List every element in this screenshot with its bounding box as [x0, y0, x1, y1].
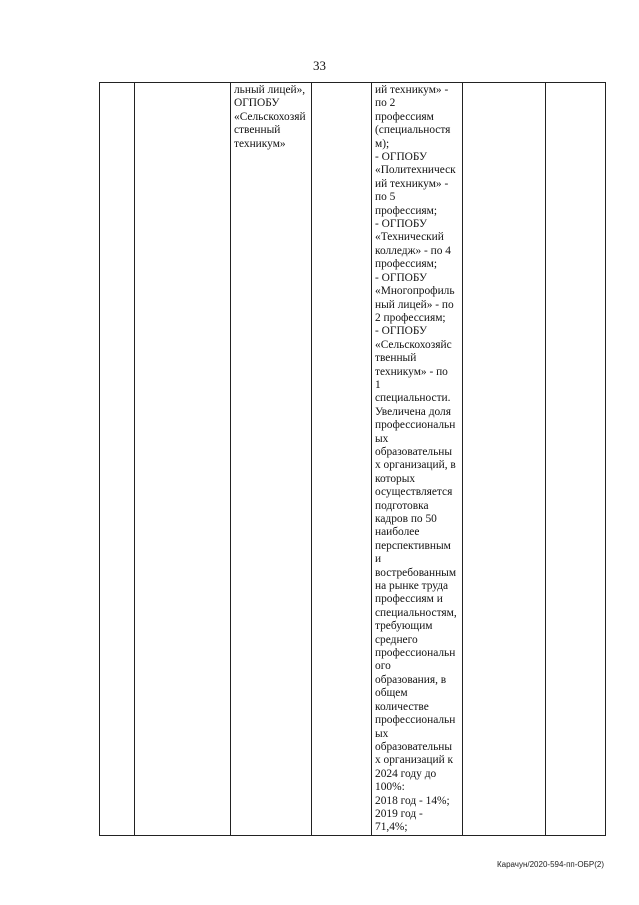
- table-row: [100, 83, 606, 836]
- table-cell-1: [100, 83, 135, 836]
- table-cell-5: [372, 83, 463, 836]
- table-cell-6: [463, 83, 546, 836]
- continuation-table: [99, 82, 606, 836]
- table-cell-4: [312, 83, 372, 836]
- executors-text: льный лицей», ОГПОБУ «Сельскохозяй ственный техникум»: [234, 84, 306, 150]
- page-number: 33: [313, 58, 326, 73]
- table-cell-2: [135, 83, 231, 836]
- table-cell-3: [231, 83, 312, 836]
- document-code: Карачун/2020-594-пп-ОБР(2): [496, 860, 604, 869]
- results-text: ий техникум» - по 2 профессиям (специальностя м); - ОГПОБУ «Политехническ ий техникум» - по 5 профессиям; - ОГПОБУ «Технический колледж» - по 4 профессиям; - ОГПОБУ «Многопрофиль ный лицей» - по 2 профессиям; - ОГПОБУ «Сельскохозяйс твенный техникум» - по 1 специальности. Увеличена доля профессиональн ых образовательны х организаций, в которых осуществляется подготовка кадров по 50 наиболее перспективным и востребованным на рынке труда профессиям и специальностям, требующим среднего профессиональн ого образования, в общем количестве профессиональн ых образовательны х организаций к 2024 году до 100%: 2018 год - 14%; 2019 год - 71,4%;: [375, 84, 457, 834]
- table-cell-7: [546, 83, 606, 836]
